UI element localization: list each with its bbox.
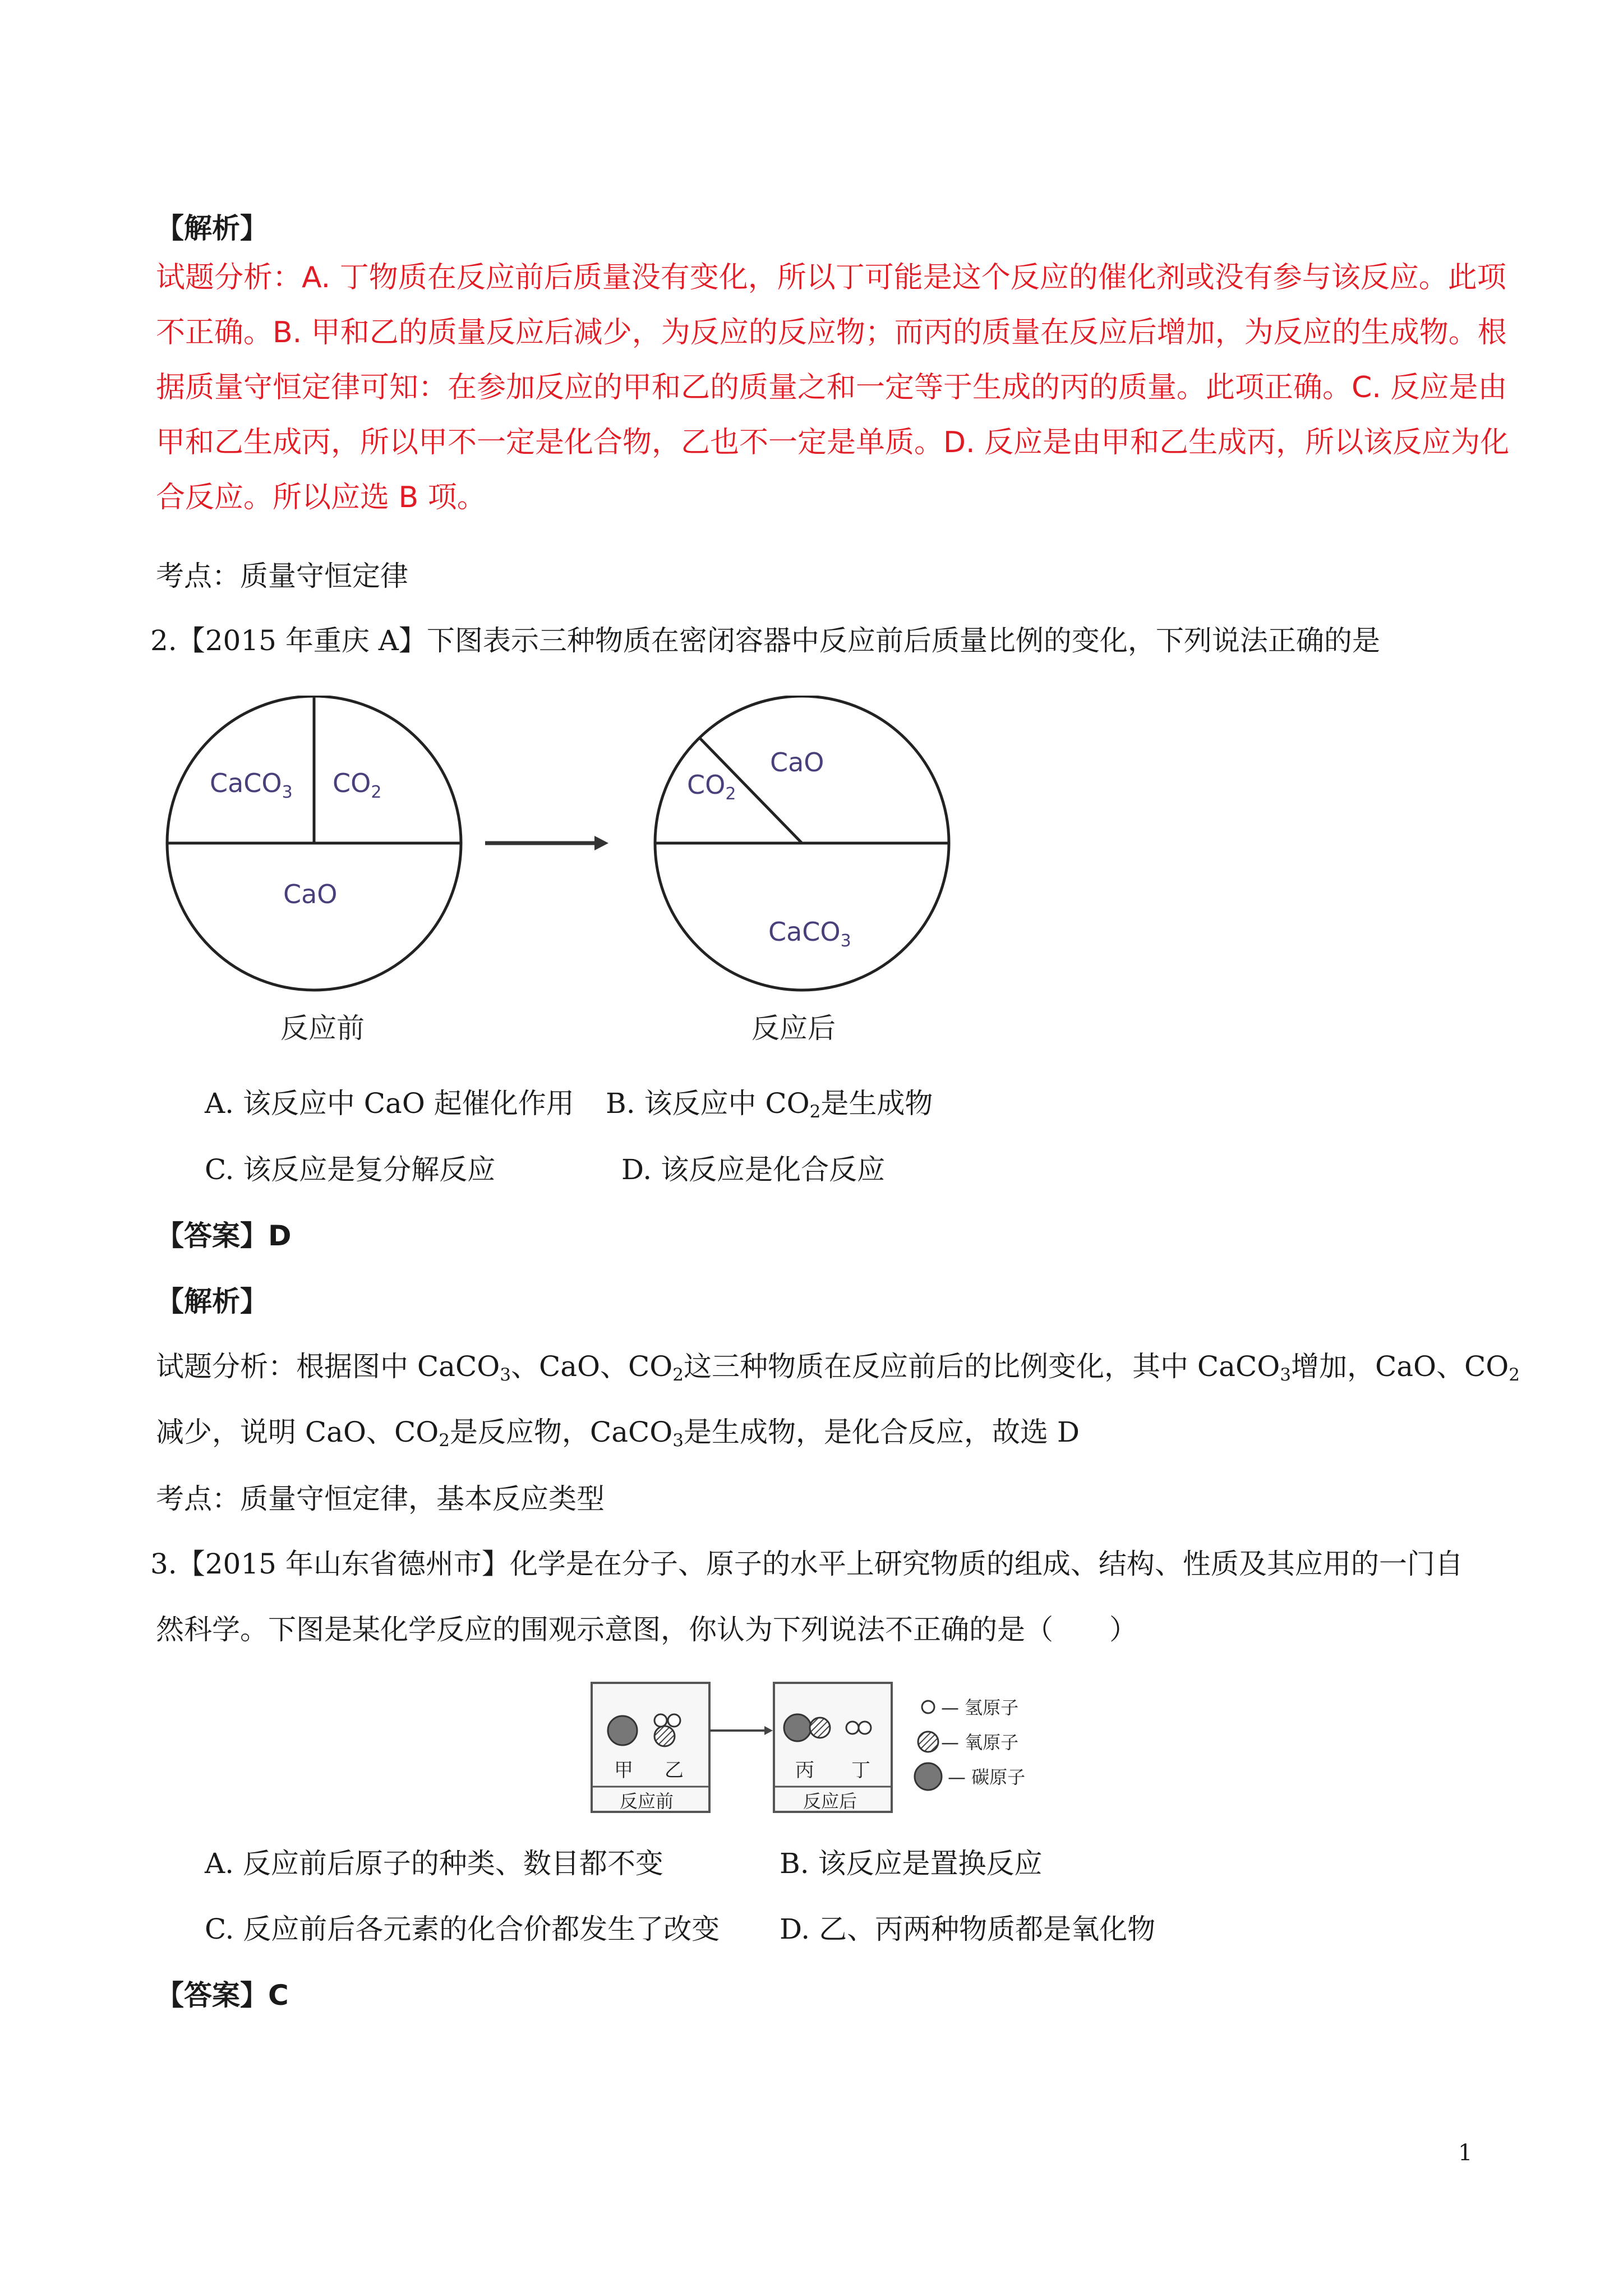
hydrogen-atom-ding-1 [846,1722,859,1734]
analysis-line-5: 合反应。所以应选 B 项。 [156,481,486,514]
svg-text:— 氢原子: — 氢原子 [941,1697,1019,1718]
carbon-atom-bing [784,1714,811,1741]
before-label: 反应前 [280,1012,365,1045]
svg-text:— 碳原子: — 碳原子 [948,1766,1026,1788]
after-label: 反应后 [751,1012,836,1045]
before-caco3-label: CaCO$_3$ [210,768,293,802]
svg-text:反应后: 反应后 [803,1791,857,1812]
q3-option-a: A. 反应前后原子的种类、数目都不变 [205,1847,663,1880]
svg-text:丙: 丙 [795,1759,814,1782]
analysis-line-2: 不正确。B. 甲和乙的质量反应后减少，为反应的反应物；而丙的质量在反应后增加，为反应的生成物。根 [156,316,1507,349]
svg-text:乙: 乙 [665,1759,684,1782]
carbon-atom-jia [608,1716,637,1745]
q3-stem-line-1: 3.【2015 年山东省德州市】化学是在分子、原子的水平上研究物质的组成、结构、性质及其应用的一门自 [150,1548,1463,1580]
analysis-line-4: 甲和乙生成丙，所以甲不一定是化合物，乙也不一定是单质。D. 反应是由甲和乙生成丙，所以该反应为化 [156,426,1510,459]
analysis-line-1: 试题分析：A. 丁物质在反应前后质量没有变化，所以丁可能是这个反应的催化剂或没有参与该反应。此项 [156,261,1506,295]
q2-option-d: D. 该反应是化合反应 [621,1153,886,1186]
q2-kaodian: 考点：质量守恒定律，基本反应类型 [156,1483,605,1515]
q2-pie-diagram [157,696,965,1055]
q2-analysis-line-2: 减少，说明 CaO、$CO_2$是反应物，CaCO$_3$是生成物，是化合反应，故选 D [156,1416,1080,1451]
legend-hydrogen [922,1701,934,1713]
q2-option-a: A. 该反应中 CaO 起催化作用 [205,1087,574,1120]
before-cao-label: CaO [283,879,338,909]
q2-jiexi-label: 【解析】 [156,1285,268,1318]
q2-option-b: B. 该反应中 $CO_2$是生成物 [606,1087,933,1122]
hydrogen-atom-ding-2 [859,1722,871,1734]
svg-text:— 氧原子: — 氧原子 [941,1732,1019,1753]
q2-stem: 2.【2015 年重庆 A】下图表示三种物质在密闭容器中反应前后质量比例的变化，下列说法正确的是 [150,624,1380,657]
legend-oxygen [918,1732,938,1752]
q3-option-c: C. 反应前后各元素的化合价都发生了改变 [205,1913,720,1945]
q3-answer: 【答案】C [156,1979,289,2012]
page-number: 1 [1458,2140,1473,2166]
q3-option-b: B. 该反应是置换反应 [780,1847,1043,1880]
q2-analysis-line-1: 试题分析：根据图中 CaCO$_3$、CaO、$CO_2$这三种物质在反应前后的比例变化，其中 CaCO$_3$增加，CaO、$CO_2$ [156,1350,1520,1385]
q2-answer: 【答案】D [156,1220,292,1252]
after-caco3-label: CaCO$_3$ [768,917,851,951]
legend-carbon [915,1763,942,1790]
q3-stem-line-2: 然科学。下图是某化学反应的围观示意图，你认为下列说法不正确的是（ ） [156,1613,1137,1646]
after-co2-label: $CO_2$ [687,770,736,804]
svg-text:反应前: 反应前 [620,1791,674,1812]
oxygen-atom-bing [810,1718,830,1738]
hydrogen-atom-yi-1 [654,1714,667,1727]
svg-text:甲: 甲 [614,1759,633,1782]
q2-option-c: C. 该反应是复分解反应 [205,1153,496,1186]
q3-molecule-diagram [589,1680,1060,1820]
after-cao-label: CaO [770,747,824,777]
analysis-line-3: 据质量守恒定律可知：在参加反应的甲和乙的质量之和一定等于生成的丙的质量。此项正确。C. 反应是由 [156,371,1507,404]
jiexi-label: 【解析】 [156,212,268,245]
kaodian-1: 考点：质量守恒定律 [156,560,408,592]
q3-option-d: D. 乙、丙两种物质都是氧化物 [780,1913,1156,1945]
oxygen-atom-yi [654,1726,675,1746]
svg-text:丁: 丁 [851,1759,870,1782]
before-co2-label: $CO_2$ [333,768,382,802]
hydrogen-atom-yi-2 [668,1714,680,1727]
reaction-arrow-head [594,836,608,850]
